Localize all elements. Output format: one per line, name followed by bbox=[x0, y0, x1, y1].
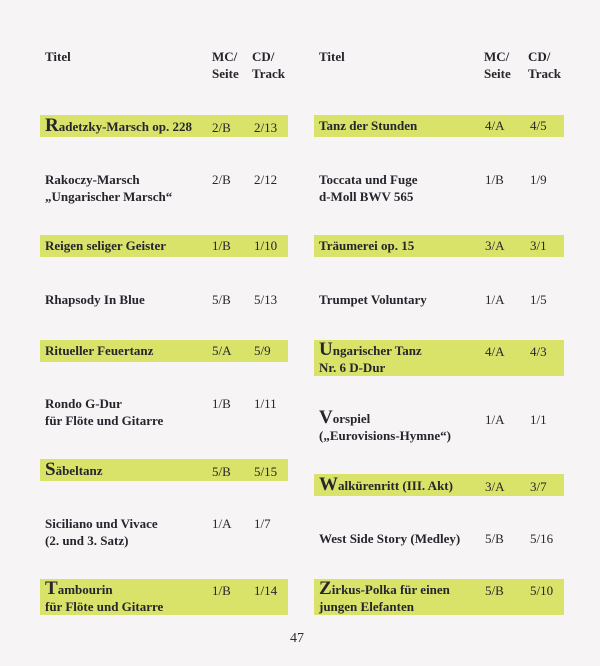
track-row bbox=[40, 171, 288, 207]
track-title bbox=[319, 171, 485, 205]
title-text: Trumpet Voluntary bbox=[319, 292, 427, 307]
track-row bbox=[40, 459, 288, 481]
cd-track: 3/1 bbox=[530, 238, 547, 253]
track-title-line1 bbox=[45, 171, 211, 188]
track-title bbox=[45, 461, 211, 479]
title-text: äbeltanz bbox=[55, 463, 103, 478]
track-title-line1 bbox=[319, 530, 485, 547]
title-text: irkus-Polka für einen bbox=[331, 582, 450, 597]
track-row bbox=[40, 235, 288, 257]
cd-track: 1/1 bbox=[530, 412, 547, 427]
mc-side: 1/A bbox=[212, 516, 232, 531]
mc-side: 5/B bbox=[212, 292, 231, 307]
mc-side: 1/A bbox=[485, 292, 505, 307]
header-mc-seite: MC/ Seite bbox=[484, 49, 511, 81]
title-text: adetzky-Marsch op. 228 bbox=[58, 119, 192, 134]
title-text: Reigen seliger Geister bbox=[45, 238, 167, 253]
mc-side: 2/B bbox=[212, 172, 231, 187]
track-title bbox=[45, 171, 211, 205]
track-row bbox=[40, 291, 288, 311]
track-title-line1 bbox=[319, 117, 485, 134]
title-text: Träumerei op. 15 bbox=[319, 238, 415, 253]
mc-side: 1/B bbox=[212, 396, 231, 411]
title-text: Tanz der Stunden bbox=[319, 118, 418, 133]
track-row bbox=[314, 235, 564, 257]
cd-track: 4/5 bbox=[530, 118, 547, 133]
mc-side: 5/A bbox=[212, 343, 232, 358]
cd-track: 1/11 bbox=[254, 396, 277, 411]
track-row bbox=[314, 474, 564, 496]
title-text: orspiel bbox=[332, 411, 371, 426]
mc-side: 4/A bbox=[485, 344, 505, 359]
track-title bbox=[319, 530, 485, 547]
page-number: 47 bbox=[290, 631, 304, 646]
track-title-line1 bbox=[45, 580, 211, 598]
right-column bbox=[314, 0, 564, 666]
track-title-line1 bbox=[45, 117, 211, 135]
track-title-line1 bbox=[319, 237, 485, 254]
mc-side: 1/B bbox=[212, 238, 231, 253]
track-row bbox=[314, 340, 564, 376]
mc-side: 1/B bbox=[212, 583, 231, 598]
title-text: Toccata und Fuge bbox=[319, 172, 418, 187]
cd-track: 1/7 bbox=[254, 516, 271, 531]
title-text: alkürenritt (III. Akt) bbox=[338, 478, 453, 493]
track-title bbox=[319, 341, 485, 376]
track-title bbox=[45, 117, 211, 135]
title-text: Siciliano und Vivace bbox=[45, 516, 158, 531]
track-title bbox=[319, 476, 485, 494]
track-title-line2: d-Moll BWV 565 bbox=[319, 189, 414, 204]
track-title bbox=[319, 580, 485, 615]
track-row bbox=[314, 115, 564, 137]
track-title bbox=[45, 580, 211, 615]
mc-side: 5/B bbox=[485, 583, 504, 598]
title-text: Rondo G-Dur bbox=[45, 396, 122, 411]
cd-track: 3/7 bbox=[530, 479, 547, 494]
cd-track: 5/16 bbox=[530, 531, 554, 546]
cd-track: 4/3 bbox=[530, 344, 547, 359]
title-text: Ritueller Feuertanz bbox=[45, 343, 154, 358]
mc-side: 2/B bbox=[212, 120, 231, 135]
track-row bbox=[40, 340, 288, 362]
mc-side: 5/B bbox=[485, 531, 504, 546]
initial-letter: U bbox=[319, 339, 333, 360]
cd-track: 1/10 bbox=[254, 238, 278, 253]
track-row bbox=[40, 395, 288, 431]
initial-letter: R bbox=[45, 115, 59, 136]
header-cd-track: CD/ Track bbox=[252, 49, 285, 81]
track-title-line1 bbox=[45, 342, 211, 359]
track-row bbox=[40, 515, 288, 551]
track-title-line1 bbox=[45, 237, 211, 254]
track-title-line1 bbox=[319, 291, 485, 308]
left-column bbox=[40, 0, 288, 666]
track-title-line2: (2. und 3. Satz) bbox=[45, 533, 129, 548]
track-title-line2: für Flöte und Gitarre bbox=[45, 413, 164, 428]
track-title bbox=[319, 117, 485, 134]
track-row bbox=[40, 579, 288, 615]
initial-letter: S bbox=[45, 459, 56, 480]
initial-letter: W bbox=[319, 474, 338, 495]
mc-side: 4/A bbox=[485, 118, 505, 133]
track-row bbox=[314, 530, 564, 550]
title-text: West Side Story (Medley) bbox=[319, 531, 461, 546]
track-title bbox=[319, 409, 485, 444]
track-title bbox=[45, 515, 211, 549]
track-row bbox=[314, 579, 564, 615]
cd-track: 5/15 bbox=[254, 464, 278, 479]
cd-track: 5/10 bbox=[530, 583, 554, 598]
header-cd-track: CD/ Track bbox=[528, 49, 561, 81]
track-title-line1 bbox=[319, 476, 485, 494]
cd-track: 5/9 bbox=[254, 343, 271, 358]
track-title-line1 bbox=[45, 461, 211, 479]
mc-side: 1/B bbox=[485, 172, 504, 187]
title-text: Rhapsody In Blue bbox=[45, 292, 145, 307]
initial-letter: T bbox=[45, 578, 58, 599]
track-title bbox=[45, 395, 211, 429]
track-title-line1 bbox=[319, 409, 485, 427]
track-title-line2: („Eurovisions-Hymne“) bbox=[319, 428, 451, 443]
track-title bbox=[319, 237, 485, 254]
track-row bbox=[314, 171, 564, 207]
track-title-line2: für Flöte und Gitarre bbox=[45, 599, 164, 614]
track-title-line1 bbox=[319, 580, 485, 598]
track-title bbox=[45, 291, 211, 308]
track-title-line1 bbox=[45, 395, 211, 412]
track-title bbox=[45, 342, 211, 359]
header-mc-seite: MC/ Seite bbox=[212, 49, 239, 81]
track-title bbox=[319, 291, 485, 308]
track-title-line1 bbox=[45, 291, 211, 308]
title-text: ngarischer Tanz bbox=[332, 343, 422, 358]
title-text: Rakoczy-Marsch bbox=[45, 172, 140, 187]
initial-letter: Z bbox=[319, 578, 332, 599]
track-title bbox=[45, 237, 211, 254]
track-row bbox=[314, 409, 564, 445]
title-text: ambourin bbox=[57, 582, 113, 597]
initial-letter: V bbox=[319, 407, 333, 428]
track-title-line1 bbox=[319, 341, 485, 359]
cd-track: 1/5 bbox=[530, 292, 547, 307]
mc-side: 1/A bbox=[485, 412, 505, 427]
mc-side: 3/A bbox=[485, 479, 505, 494]
track-title-line1 bbox=[45, 515, 211, 532]
track-title-line2: jungen Elefanten bbox=[319, 599, 414, 614]
track-title-line1 bbox=[319, 171, 485, 188]
cd-track: 2/13 bbox=[254, 120, 278, 135]
header-titel: Titel bbox=[319, 49, 345, 64]
header-titel: Titel bbox=[45, 49, 71, 64]
cd-track: 2/12 bbox=[254, 172, 278, 187]
track-title-line2: Nr. 6 D-Dur bbox=[319, 360, 386, 375]
mc-side: 5/B bbox=[212, 464, 231, 479]
cd-track: 1/14 bbox=[254, 583, 278, 598]
cd-track: 5/13 bbox=[254, 292, 278, 307]
cd-track: 1/9 bbox=[530, 172, 547, 187]
track-row bbox=[314, 291, 564, 311]
mc-side: 3/A bbox=[485, 238, 505, 253]
track-row bbox=[40, 115, 288, 137]
track-title-line2: „Ungarischer Marsch“ bbox=[45, 189, 173, 204]
